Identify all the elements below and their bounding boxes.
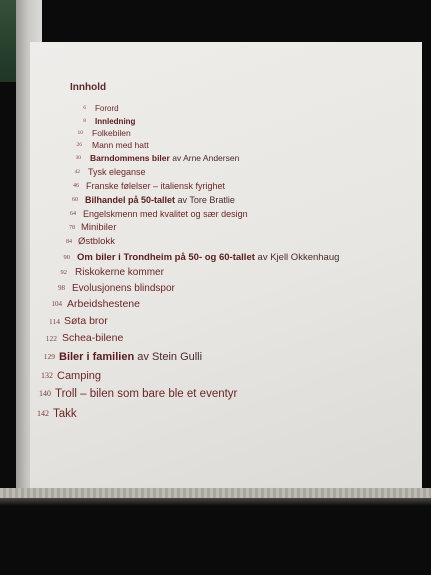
toc-page-number: 64: [70, 211, 76, 217]
toc-page-number: 122: [45, 334, 57, 343]
toc-title-text: Innledning: [95, 117, 136, 126]
toc-title: [81, 222, 116, 235]
toc-page-number: 8: [83, 118, 86, 124]
toc-entry: [0, 332, 420, 346]
toc-title-text: Forord: [95, 104, 119, 113]
page-edge-shadow: [0, 498, 431, 506]
toc-author: av Stein Gulli: [137, 351, 203, 363]
toc-title: [57, 369, 101, 383]
toc-entry: [0, 369, 420, 383]
toc-entry: [0, 222, 420, 236]
toc-page-number: 42: [74, 169, 80, 175]
toc-title: [92, 128, 131, 140]
toc-title-text: Engelskmenn med kvalitet og sær design: [83, 209, 248, 219]
toc-entry: [0, 266, 420, 280]
toc-title: [85, 194, 235, 206]
toc-title-text: Riskokerne kommer: [75, 267, 164, 278]
toc-entry: [0, 315, 420, 329]
toc-page-number: 140: [39, 389, 51, 398]
toc-heading: Innhold: [70, 82, 107, 93]
toc-page-number: 78: [69, 225, 75, 231]
toc-title: [59, 350, 202, 364]
toc-title: [88, 166, 146, 178]
toc-page-number: 26: [76, 142, 82, 148]
toc-author: av Arne Andersen: [172, 153, 240, 163]
toc-page-number: 90: [63, 254, 70, 261]
toc-entry: [0, 298, 420, 312]
toc-title: [90, 153, 239, 165]
toc-title: [62, 332, 123, 346]
toc-entry: [0, 407, 420, 421]
page-edge: [0, 488, 431, 498]
toc-title: [86, 180, 225, 192]
toc-page-number: 104: [51, 300, 62, 308]
toc-page-number: 6: [83, 105, 86, 111]
toc-title: [92, 140, 149, 152]
toc-title-text: Troll – bilen som bare ble et eventyr: [55, 388, 238, 400]
toc-page-number: 46: [73, 183, 79, 189]
toc-page-number: 98: [58, 284, 65, 292]
toc-title-text: Arbeidshestene: [67, 298, 140, 310]
toc-entry: [0, 194, 420, 208]
toc-title: [83, 208, 248, 220]
toc-entry: [0, 350, 420, 364]
toc-entry: [0, 140, 420, 154]
toc-author: av Tore Bratlie: [177, 195, 235, 205]
toc-title: [64, 315, 108, 329]
toc-title-text: Østblokk: [78, 236, 115, 247]
toc-page-number: 142: [37, 409, 49, 418]
toc-title: [53, 407, 77, 422]
toc-title-text: Barndommens biler: [90, 153, 170, 163]
toc-entry: [0, 166, 420, 180]
toc-page-number: 84: [66, 239, 72, 245]
toc-entry: [0, 252, 420, 266]
toc-title-text: Om biler i Trondheim på 50- og 60-tallet: [77, 252, 255, 263]
toc-title: [78, 236, 115, 249]
toc-title-text: Folkebilen: [92, 128, 131, 138]
toc-title: [67, 298, 140, 312]
toc-title: [77, 252, 339, 265]
toc-page-number: 10: [77, 130, 83, 136]
toc-entry: [0, 180, 420, 194]
toc-page-number: 30: [75, 155, 81, 161]
toc-title-text: Franske følelser – italiensk fyrighet: [86, 181, 226, 191]
toc-page-number: 129: [43, 352, 55, 361]
toc-title: [72, 282, 175, 295]
toc-title-text: Camping: [57, 370, 102, 382]
toc-title-text: Bilhandel på 50-tallet: [85, 195, 176, 205]
toc-entry: [0, 387, 420, 401]
toc-page-number: 60: [72, 197, 78, 203]
toc-title-text: Mann med hatt: [92, 140, 149, 150]
toc-title-text: Schea-bilene: [62, 332, 124, 344]
toc-title-text: Takk: [53, 408, 77, 420]
toc-title-text: Evolusjonens blindspor: [72, 283, 175, 294]
toc-entry: [0, 208, 420, 222]
toc-title: [95, 103, 119, 114]
toc-title-text: Biler i familien: [59, 351, 135, 363]
toc-entry: [0, 282, 420, 296]
toc-title-text: Søta bror: [64, 315, 108, 327]
toc-page-number: 114: [49, 317, 60, 326]
toc-author: av Kjell Okkenhaug: [257, 252, 340, 263]
toc-page-number: 132: [41, 371, 53, 380]
toc-entry: [0, 236, 420, 250]
toc-entry: [0, 103, 420, 117]
toc-title: [55, 387, 237, 402]
toc-page-number: 92: [60, 269, 67, 276]
toc-title: [75, 266, 164, 279]
facing-page: [0, 0, 16, 82]
toc-entry: [0, 153, 420, 167]
toc-title: [95, 116, 135, 127]
toc-title-text: Tysk eleganse: [88, 167, 146, 177]
toc-title-text: Minibiler: [81, 222, 117, 233]
